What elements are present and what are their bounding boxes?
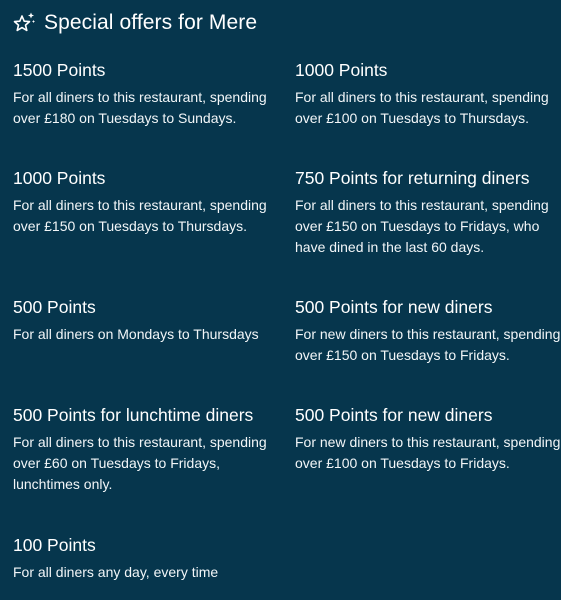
offer-description: For all diners any day, every time	[13, 564, 219, 580]
offer-card	[13, 296, 281, 345]
offer-description: For new diners to this restaurant, spending over £100 on Tuesdays to Fridays.	[295, 434, 561, 471]
offer-card	[295, 59, 561, 129]
offer-card	[13, 167, 281, 237]
offer-points: 500 Points for lunchtime diners	[13, 405, 254, 425]
offer-points: 100 Points	[13, 535, 96, 555]
offer-points: 500 Points for new diners	[295, 405, 493, 425]
offers-header	[12, 6, 257, 40]
offer-card	[13, 59, 281, 129]
offer-card	[13, 404, 281, 495]
offer-points: 500 Points for new diners	[295, 297, 493, 317]
sparkle-star-icon	[12, 11, 36, 35]
offer-points: 750 Points for returning diners	[295, 168, 530, 188]
offer-points: 1000 Points	[13, 168, 106, 188]
offer-description: For all diners to this restaurant, spending over £150 on Tuesdays to Thursdays.	[13, 197, 267, 234]
page-title: Special offers for Mere	[44, 11, 258, 34]
offer-description: For all diners to this restaurant, spending over £180 on Tuesdays to Sundays.	[13, 89, 267, 126]
offer-card	[295, 296, 561, 366]
offer-points: 1500 Points	[13, 60, 106, 80]
offer-points: 500 Points	[13, 297, 96, 317]
offer-description: For all diners to this restaurant, spending over £150 on Tuesdays to Fridays, who have dined in the last 60 days.	[295, 197, 549, 255]
offer-card	[295, 404, 561, 474]
offer-card	[13, 534, 281, 583]
offer-points: 1000 Points	[295, 60, 388, 80]
offer-description: For all diners to this restaurant, spending over £60 on Tuesdays to Fridays, lunchtimes only.	[13, 434, 267, 492]
offer-description: For all diners to this restaurant, spending over £100 on Tuesdays to Thursdays.	[295, 89, 549, 126]
offer-description: For new diners to this restaurant, spending over £150 on Tuesdays to Fridays.	[295, 326, 561, 363]
offer-card	[295, 167, 561, 258]
offer-description: For all diners on Mondays to Thursdays	[13, 326, 259, 342]
